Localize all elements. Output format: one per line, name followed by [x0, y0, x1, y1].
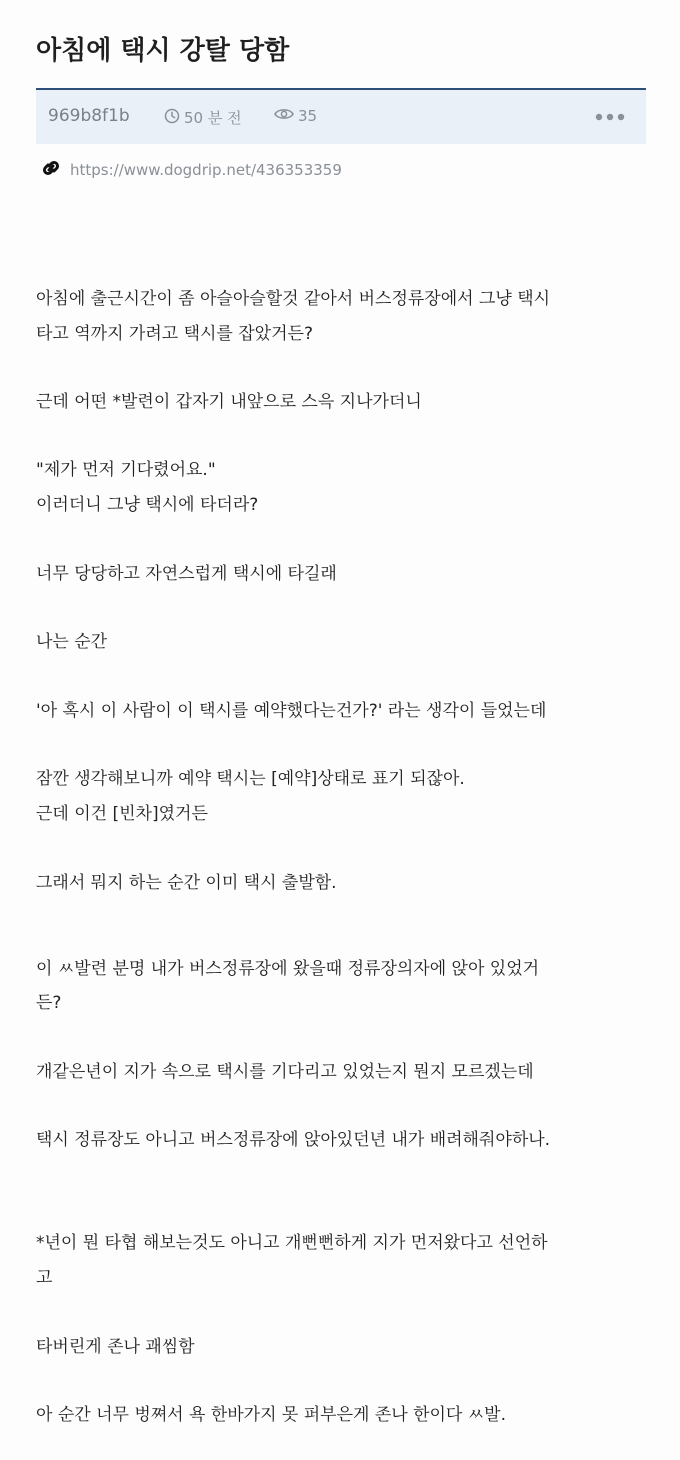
post-url-link[interactable]: https://www.dogdrip.net/436353359	[70, 161, 342, 179]
more-options-button[interactable]	[592, 104, 628, 128]
clock-icon	[164, 108, 180, 128]
body-line: 이러더니 그냥 택시에 타더라?	[36, 495, 259, 515]
body-line: 고	[36, 1268, 53, 1288]
body-line: 너무 당당하고 자연스럽게 택시에 타길래	[36, 564, 337, 584]
post-time	[164, 107, 242, 128]
body-line: 근데 어떤 *발련이 갑자기 내앞으로 스윽 지나가더니	[36, 392, 422, 412]
author-name[interactable]: 969b8f1b	[48, 106, 130, 126]
body-line: 근데 이건 [빈차]였거든	[36, 804, 208, 824]
body-line: 잠깐 생각해보니까 예약 택시는 [예약]상태로 표기 되잖아.	[36, 769, 465, 789]
body-line: 나는 순간	[36, 632, 108, 652]
body-line: '아 혹시 이 사람이 이 택시를 예약했다는건가?' 라는 생각이 들었는데	[36, 701, 547, 721]
body-line: 개같은년이 지가 속으로 택시를 기다리고 있었는지 뭔지 모르겠는데	[36, 1062, 534, 1082]
post-url-row[interactable]	[40, 158, 342, 182]
link-icon	[40, 158, 62, 182]
body-line: 이 ㅆ발련 분명 내가 버스정류장에 왔을때 정류장의자에 앉아 있었거	[36, 959, 540, 979]
eye-icon	[274, 107, 294, 125]
time-ago-text: 50 분 전	[184, 109, 242, 127]
more-dots-icon	[594, 107, 626, 126]
body-line: 타버린게 존나 괘씸함	[36, 1337, 195, 1357]
views-count: 35	[298, 107, 318, 125]
body-line: 아침에 출근시간이 좀 아슬아슬할것 같아서 버스정류장에서 그냥 택시	[36, 289, 551, 309]
post-title: 아침에 택시 강탈 당함	[36, 36, 290, 66]
body-line: 든?	[36, 993, 62, 1013]
body-line: 타고 역까지 가려고 택시를 잡았거든?	[36, 324, 313, 344]
post-views	[274, 107, 317, 125]
body-line: 그래서 뭐지 하는 순간 이미 택시 출발함.	[36, 873, 337, 893]
body-line: 택시 정류장도 아니고 버스정류장에 앉아있던년 내가 배려해줘야하나.	[36, 1130, 551, 1150]
body-line: "제가 먼저 기다렸어요."	[36, 460, 216, 480]
body-line: 아 순간 너무 벙쪄서 욕 한바가지 못 퍼부은게 존나 한이다 ㅆ발.	[36, 1405, 506, 1425]
body-line: *년이 뭔 타협 해보는것도 아니고 개뻔뻔하게 지가 먼저왔다고 선언하	[36, 1233, 548, 1253]
post-meta-bar	[36, 88, 646, 144]
